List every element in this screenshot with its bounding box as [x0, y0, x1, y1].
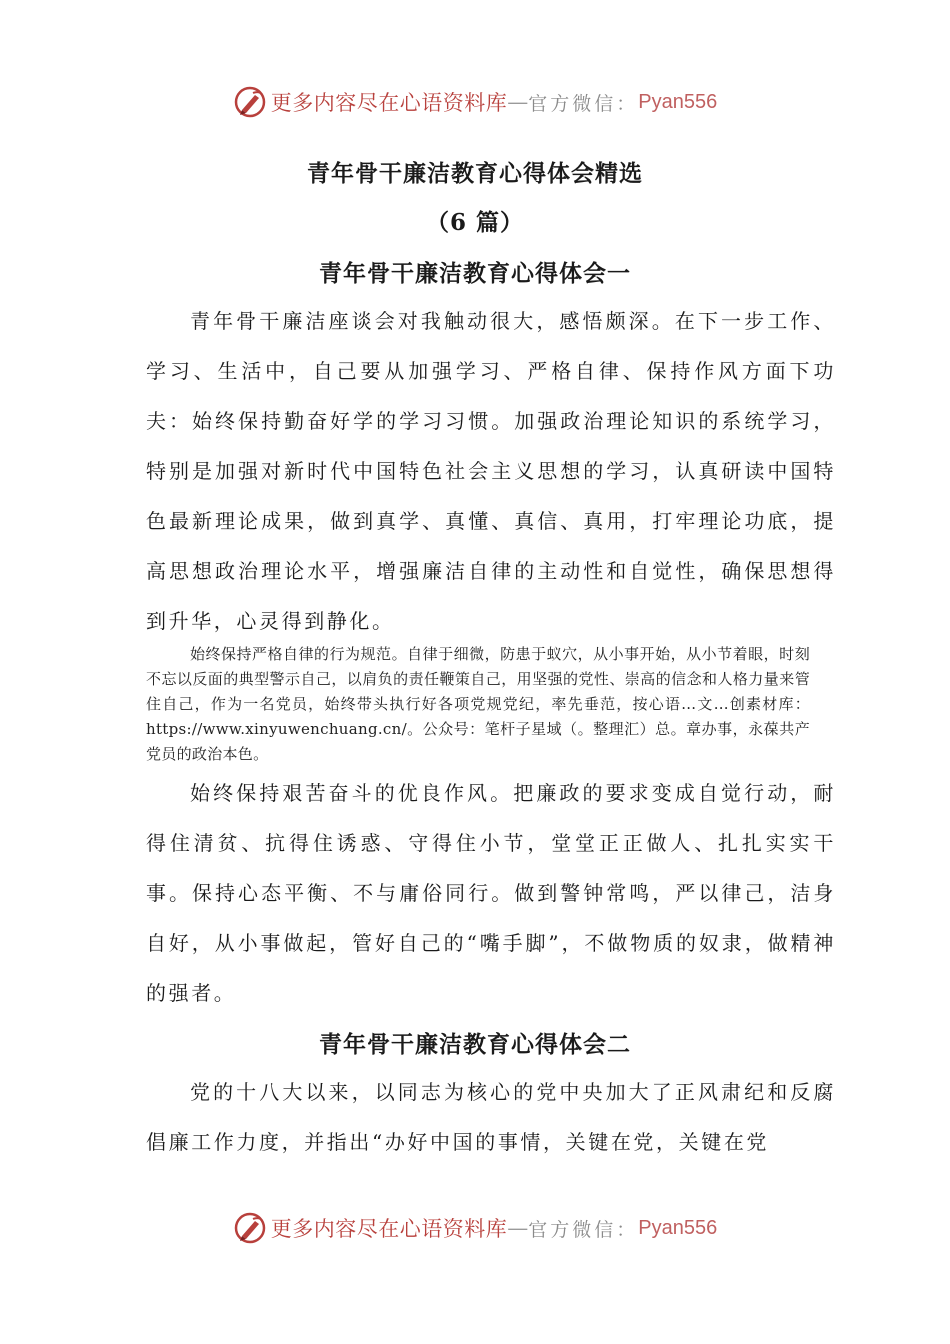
banner-wechat-id: Pyan556: [638, 90, 718, 113]
section2-paragraph-1: 党的十八大以来，以同志为核心的党中央加大了正风肃纪和反腐倡廉工作力度，并指出“办好中国的事情，关键在党，关键在党: [146, 1080, 836, 1154]
pen-logo-icon: [233, 85, 267, 119]
section1-paragraph-1: 青年骨干廉洁座谈会对我触动很大，感悟颇深。在下一步工作、学习、生活中，自己要从加强学习、严格自律、保持作风方面下功夫：始终保持勤奋好学的学习习惯。加强政治理论知识的系统学习，特别是加强对新时代中国特色社会主义思想的学习，认真研读中国特色最新理论成果，做到真学、真懂、真信、真用，打牢理论功底，提高思想政治理论水平，增强廉洁自律的主动性和自觉性，确保思想得到升华，心灵得到静化。: [146, 309, 836, 633]
banner-main-text: 更多内容尽在心语资料库: [270, 1217, 508, 1241]
pen-logo-icon: [233, 1211, 267, 1245]
main-title: 青年骨干廉洁教育心得体会精选: [307, 160, 643, 187]
subtitle: （6 篇）: [425, 209, 524, 236]
banner-dash: —: [507, 90, 529, 114]
header-banner: [0, 80, 950, 124]
footer-banner: [0, 1206, 950, 1250]
section1-heading: 青年骨干廉洁教育心得体会一: [319, 260, 631, 287]
section1-paragraph-3: 始终保持艰苦奋斗的优良作风。把廉政的要求变成自觉行动，耐得住清贫、抗得住诱惑、守得住小节，堂堂正正做人、扎扎实实干事。保持心态平衡、不与庸俗同行。做到警钟常鸣，严以律己，洁身自好，从小事做起，管好自己的“嘴手脚”，不做物质的奴隶，做精神的强者。: [146, 781, 836, 1005]
banner-wechat-label: 官方微信：: [528, 1218, 639, 1241]
banner-wechat-id: Pyan556: [638, 1216, 718, 1239]
banner-wechat-label: 官方微信：: [528, 92, 639, 115]
banner-dash: —: [507, 1216, 529, 1240]
section2-heading: 青年骨干廉洁教育心得体会二: [319, 1031, 631, 1058]
section1-paragraph-2: 始终保持严格自律的行为规范。自律于细微，防患于蚁穴，从小事开始，从小节着眼，时刻不忘以反面的典型警示自己，以肩负的责任鞭策自己，用坚强的党性、崇高的信念和人格力量来管住自己，作为一名党员，始终带头执行好各项党规党纪，率先垂范，按心语…文…创素材库：https://www.xinyuwenchuang.cn/。公众号：笔杆子星域（。整理汇）总。章办事，永葆共产党员的政治本色。: [146, 645, 810, 763]
banner-main-text: 更多内容尽在心语资料库: [270, 91, 508, 115]
